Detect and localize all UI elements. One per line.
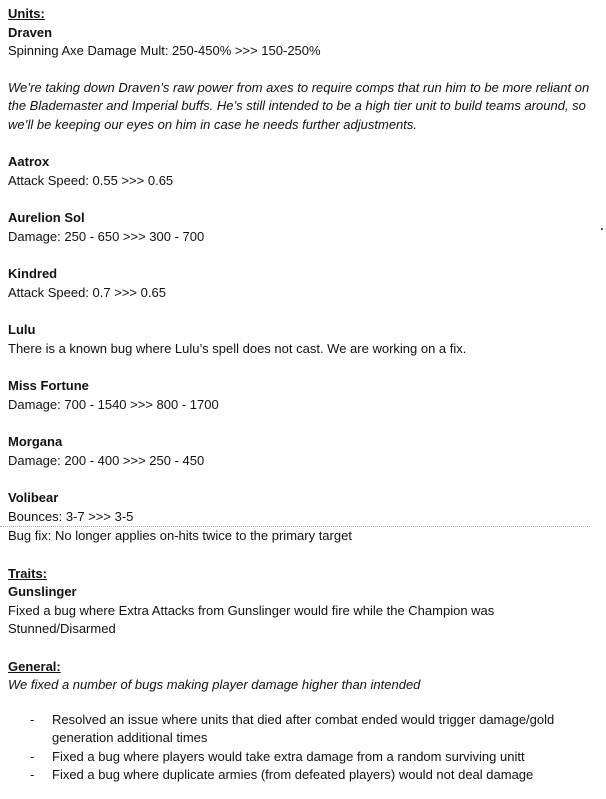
unit-name-morgana: Morgana xyxy=(8,434,63,449)
unit-name-lulu: Lulu xyxy=(8,322,36,337)
unit-name-miss-fortune: Miss Fortune xyxy=(8,378,89,393)
unit-change-lulu: There is a known bug where Lulu’s spell does not cast. We are working on a fix. xyxy=(8,340,467,356)
unit-draven xyxy=(8,24,598,135)
general-heading: General: xyxy=(8,658,61,674)
unit-change-kindred: Attack Speed: 0.7 >>> 0.65 xyxy=(8,284,166,300)
edge-mark xyxy=(601,228,603,230)
unit-change-draven: Spinning Axe Damage Mult: 250-450% >>> 150-250% xyxy=(8,43,321,58)
unit-bugfix-volibear: Bug fix: No longer applies on-hits twice to the primary target xyxy=(8,528,352,543)
units-section xyxy=(8,5,598,546)
unit-change-morgana: Damage: 200 - 400 >>> 250 - 450 xyxy=(8,452,205,468)
trait-name-gunslinger: Gunslinger xyxy=(8,584,77,599)
unit-name-volibear: Volibear xyxy=(8,490,59,505)
list-item: - Fixed a bug where players would take extra damage from a random surviving unitt xyxy=(30,748,598,767)
unit-morgana xyxy=(8,433,598,470)
unit-volibear xyxy=(8,489,598,546)
unit-change-miss-fortune: Damage: 700 - 1540 >>> 800 - 1700 xyxy=(8,396,219,412)
general-bullet-list xyxy=(8,711,598,785)
general-intro: We fixed a number of bugs making player damage higher than intended xyxy=(8,677,421,692)
patch-notes-document xyxy=(8,5,598,785)
list-item: - Fixed a bug where duplicate armies (from defeated players) would not deal damage xyxy=(30,766,598,785)
unit-lulu xyxy=(8,321,598,358)
general-section xyxy=(8,658,598,785)
unit-name-aatrox: Aatrox xyxy=(8,154,50,169)
unit-change-volibear: Bounces: 3-7 >>> 3-5 xyxy=(8,508,134,524)
traits-section xyxy=(8,565,598,639)
traits-heading: Traits: xyxy=(8,565,48,581)
unit-name-draven: Draven xyxy=(8,24,53,40)
unit-aatrox xyxy=(8,153,598,190)
unit-change-aatrox: Attack Speed: 0.55 >>> 0.65 xyxy=(8,172,174,188)
unit-name-kindred: Kindred xyxy=(8,266,58,281)
unit-note-draven: We’re taking down Draven’s raw power from axes to require comps that run him to be more reliant on the Blademaster and Imperial buffs. He’s still intended to be a high tier unit to build teams around, so we’ll be keeping our eyes on him in case he needs further adjustments. xyxy=(8,79,590,132)
trait-change-gunslinger: Fixed a bug where Extra Attacks from Gunslinger would fire while the Champion was Stunned/Disarmed xyxy=(8,602,495,636)
list-item: - Resolved an issue where units that died after combat ended would trigger damage/gold generation additional times xyxy=(30,711,598,748)
unit-change-aurelion-sol: Damage: 250 - 650 >>> 300 - 700 xyxy=(8,228,205,244)
unit-kindred xyxy=(8,265,598,302)
units-heading: Units: xyxy=(8,6,45,21)
unit-aurelion-sol xyxy=(8,209,598,246)
unit-miss-fortune xyxy=(8,377,598,414)
unit-name-aurelion-sol: Aurelion Sol xyxy=(8,210,85,225)
